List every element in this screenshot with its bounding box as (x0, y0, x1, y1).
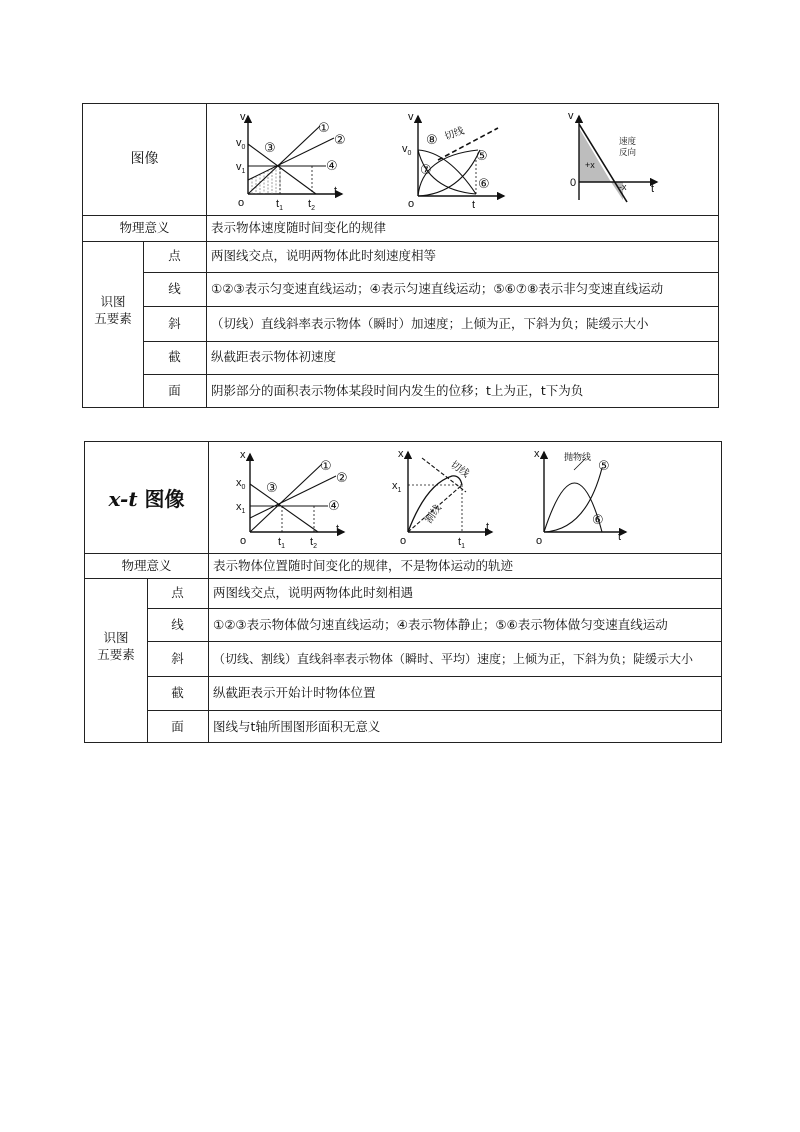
vt-graph-linear (230, 110, 350, 210)
svg-text:o: o (408, 198, 415, 210)
xt-graph-linear (232, 448, 352, 548)
grid-line (143, 306, 719, 307)
line-2 (248, 138, 334, 180)
meaning-label: 物理意义 (119, 220, 170, 235)
svg-text:切线: 切线 (448, 459, 471, 480)
grid-line (83, 215, 719, 216)
vt-graph-reverse (565, 110, 685, 210)
svg-text:t: t (334, 185, 338, 197)
svg-text:速度: 速度 (619, 136, 637, 146)
elements-label: 识图 (100, 294, 126, 309)
svg-text:o: o (536, 535, 543, 547)
row-key: 斜 (168, 316, 181, 331)
line-1 (250, 464, 322, 532)
svg-text:o: o (400, 535, 407, 547)
meaning-text: 表示物体速度随时间变化的规律 (211, 220, 387, 235)
row-key: 面 (168, 383, 181, 398)
svg-text:+x: +x (585, 160, 595, 170)
elements-label: 五要素 (94, 311, 132, 326)
grid-line (206, 104, 207, 408)
grid-line (147, 641, 722, 642)
grid-line (143, 272, 719, 273)
svg-text:x: x (398, 448, 404, 460)
row-text: 图线与t轴所围图形面积无意义 (213, 719, 381, 734)
line-1 (248, 126, 320, 194)
row-text: （切线）直线斜率表示物体（瞬时）加速度；上倾为正，下斜为负；陡缓示大小 (211, 316, 649, 331)
svg-text:⑤: ⑤ (598, 458, 610, 473)
svg-text:反向: 反向 (619, 147, 637, 157)
xt-graph-parabola (530, 448, 640, 548)
svg-text:⑧: ⑧ (426, 132, 438, 147)
vt-graph-curves (398, 110, 518, 210)
svg-text:②: ② (334, 132, 346, 147)
svg-text:t: t (336, 523, 340, 535)
elements-label: 识图 (103, 630, 129, 645)
grid-line (147, 710, 722, 711)
svg-text:①: ① (320, 458, 332, 473)
svg-text:⑦: ⑦ (420, 162, 432, 177)
row-text: 纵截距表示物体初速度 (211, 349, 337, 364)
row-text: 纵截距表示开始计时物体位置 (213, 685, 376, 700)
grid-line (147, 676, 722, 677)
header-label: x-t 图像 (108, 487, 185, 511)
svg-text:x1: $x_1$ (236, 501, 246, 515)
svg-text:t1: $t_1$ (278, 536, 285, 550)
grid-line (143, 341, 719, 342)
row-key: 线 (171, 617, 184, 632)
svg-text:t2: $t_2$ (308, 198, 315, 212)
svg-text:t1: $t_1$ (458, 536, 465, 550)
row-key: 截 (168, 349, 181, 364)
svg-text:o: o (238, 197, 245, 209)
svg-text:抛物线: 抛物线 (564, 452, 592, 462)
positive-area (579, 128, 611, 182)
svg-text:v1: $v_1$ (236, 161, 246, 175)
row-key: 斜 (171, 651, 184, 666)
svg-text:割线: 割线 (423, 503, 444, 526)
meaning-text: 表示物体位置随时间变化的规律，不是物体运动的轨迹 (213, 558, 514, 573)
svg-text:x: x (534, 448, 540, 460)
svg-text:⑥: ⑥ (592, 512, 604, 527)
row-key: 截 (171, 685, 184, 700)
svg-text:t1: $t_1$ (276, 198, 283, 212)
xt-graph-tangent (392, 448, 502, 548)
svg-text:④: ④ (326, 158, 338, 173)
svg-text:切线: 切线 (443, 125, 466, 143)
row-key: 点 (171, 585, 184, 600)
grid-line (85, 578, 722, 579)
row-text: ①②③表示物体做匀速直线运动；④表示物体静止；⑤⑥表示物体做匀变速直线运动 (213, 617, 668, 632)
svg-text:x0: $x_0$ (236, 477, 246, 491)
line-2 (250, 476, 336, 518)
svg-text:①: ① (318, 120, 330, 135)
grid-line (83, 241, 719, 242)
row-text: ①②③表示匀变速直线运动；④表示匀速直线运动；⑤⑥⑦⑧表示非匀变速直线运动 (211, 281, 664, 296)
row-key: 线 (168, 281, 181, 296)
svg-text:t2: $t_2$ (310, 536, 317, 550)
svg-text:o: o (240, 535, 247, 547)
svg-text:v0: $v_0$ (402, 143, 412, 157)
svg-text:⑥: ⑥ (478, 176, 490, 191)
grid-line (147, 608, 722, 609)
grid-line (85, 553, 722, 554)
svg-text:v: v (408, 111, 414, 123)
grid-line (143, 374, 719, 375)
svg-text:-x: -x (619, 182, 627, 192)
svg-text:v: v (568, 110, 574, 122)
svg-text:t: t (486, 521, 490, 533)
svg-text:t: t (651, 183, 655, 195)
row-text: 阴影部分的面积表示物体某段时间内发生的位移；t上为正，t下为负 (211, 383, 584, 398)
svg-text:②: ② (336, 470, 348, 485)
svg-text:⑤: ⑤ (476, 148, 488, 163)
svg-text:x1: $x_1$ (392, 480, 402, 494)
row-text: 两图线交点，说明两物体此时刻相遇 (213, 585, 414, 600)
header-label: 图像 (130, 151, 159, 167)
svg-text:④: ④ (328, 498, 340, 513)
row-text: 两图线交点，说明两物体此时刻速度相等 (211, 248, 437, 263)
elements-label: 五要素 (97, 647, 135, 662)
meaning-label: 物理意义 (121, 558, 172, 573)
svg-text:x: x (240, 449, 246, 461)
row-key: 面 (171, 719, 184, 734)
svg-text:③: ③ (264, 140, 276, 155)
svg-text:t: t (472, 199, 476, 211)
row-text: （切线、割线）直线斜率表示物体（瞬时、平均）速度；上倾为正，下斜为负；陡缓示大小 (213, 652, 694, 666)
line-3 (250, 484, 318, 532)
svg-text:③: ③ (266, 480, 278, 495)
svg-text:0: 0 (570, 177, 577, 189)
row-key: 点 (168, 248, 181, 263)
svg-text:v0: $v_0$ (236, 137, 246, 151)
grid-line (208, 442, 209, 743)
svg-text:t: t (618, 531, 622, 543)
svg-text:v: v (240, 111, 246, 123)
